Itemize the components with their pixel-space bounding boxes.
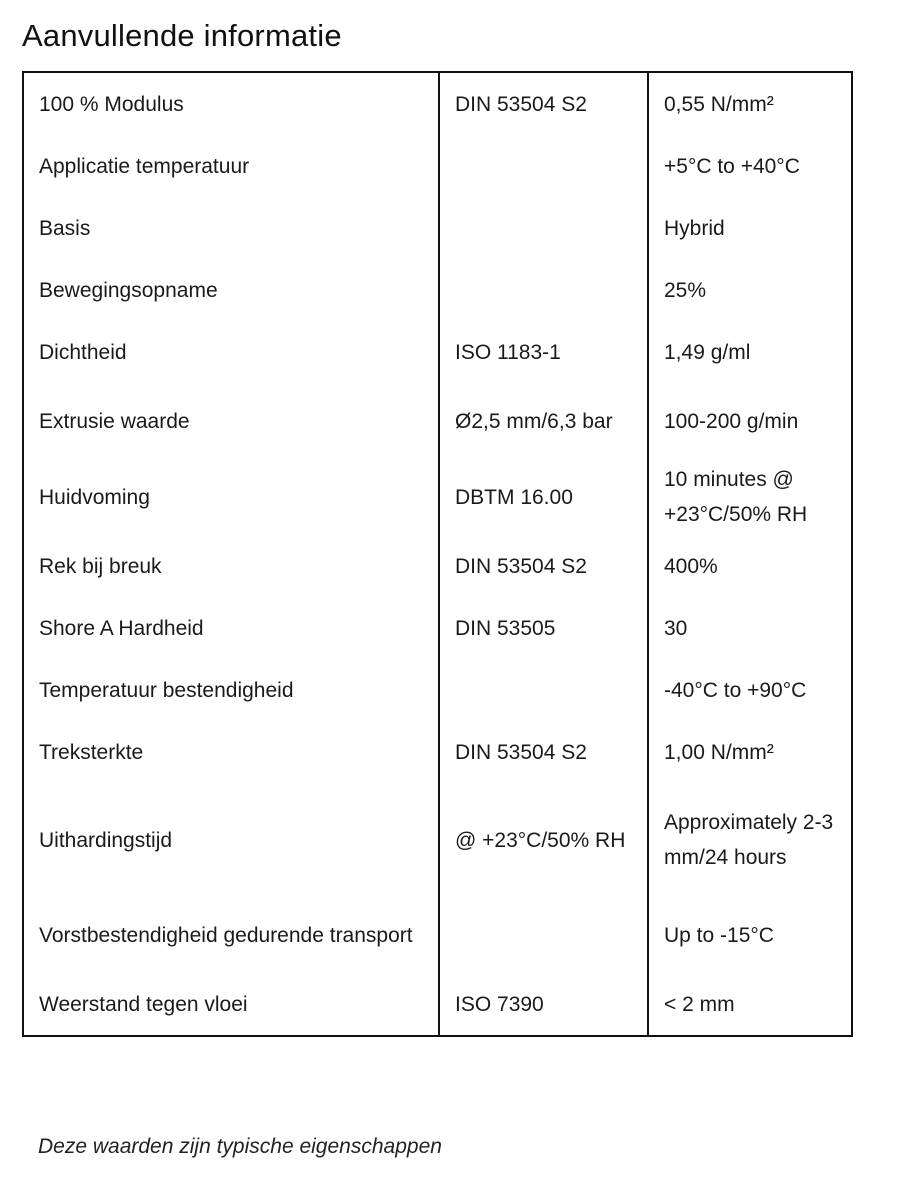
table-row xyxy=(23,535,852,597)
value-cell: 10 minutes @ +23°C/50% RH xyxy=(664,468,808,526)
property-cell: Shore A Hardheid xyxy=(23,597,439,659)
footnote: Deze waarden zijn typische eigenschappen xyxy=(38,1135,442,1158)
value-cell: +5°C to +40°C xyxy=(664,154,800,178)
table-row xyxy=(23,973,852,1036)
table-row xyxy=(23,721,852,783)
property-cell: Dichtheid xyxy=(23,321,439,383)
property-cell: Uithardingstijd xyxy=(23,783,439,897)
property-cell: Bewegingsopname xyxy=(23,259,439,321)
table-row xyxy=(23,321,852,383)
value-cell: 400% xyxy=(664,554,718,578)
value-cell: 25% xyxy=(664,278,707,302)
table-row xyxy=(23,135,852,197)
method-cell: DIN 53505 xyxy=(439,597,648,659)
property-cell: Huidvoming xyxy=(23,459,439,535)
property-cell: Temperatuur bestendigheid xyxy=(23,659,439,721)
table-row xyxy=(23,197,852,259)
table-row xyxy=(23,897,852,973)
property-cell: Extrusie waarde xyxy=(23,383,439,459)
property-cell: Applicatie temperatuur xyxy=(23,135,439,197)
value-cell: 1,49 g/ml xyxy=(664,340,751,364)
table-row xyxy=(23,72,852,135)
method-cell xyxy=(439,259,648,321)
property-cell: 100 % Modulus xyxy=(23,72,439,135)
method-cell: DIN 53504 S2 xyxy=(439,72,648,135)
method-cell: DBTM 16.00 xyxy=(439,459,648,535)
value-cell: -40°C to +90°C xyxy=(664,678,807,702)
method-cell xyxy=(439,897,648,973)
value-cell: 1,00 N/mm² xyxy=(664,740,774,764)
value-cell: 30 xyxy=(664,616,688,640)
property-cell: Vorstbestendigheid gedurende transport xyxy=(23,897,439,973)
method-cell: ISO 7390 xyxy=(439,973,648,1036)
table-row xyxy=(23,459,852,535)
property-cell: Weerstand tegen vloei xyxy=(23,973,439,1036)
table-row xyxy=(23,383,852,459)
value-cell: Up to -15°C xyxy=(664,923,774,947)
method-cell: DIN 53504 S2 xyxy=(439,721,648,783)
value-cell: 100-200 g/min xyxy=(664,409,799,433)
specifications-table xyxy=(22,71,853,1037)
method-cell: @ +23°C/50% RH xyxy=(439,783,648,897)
value-cell: Hybrid xyxy=(664,216,725,240)
value-cell: < 2 mm xyxy=(664,992,735,1016)
page-title: Aanvullende informatie xyxy=(22,18,342,53)
method-cell: Ø2,5 mm/6,3 bar xyxy=(439,383,648,459)
property-cell: Basis xyxy=(23,197,439,259)
property-cell: Rek bij breuk xyxy=(23,535,439,597)
table-row xyxy=(23,597,852,659)
method-cell xyxy=(439,197,648,259)
value-cell: 0,55 N/mm² xyxy=(664,92,774,116)
method-cell xyxy=(439,135,648,197)
method-cell: ISO 1183-1 xyxy=(439,321,648,383)
method-cell: DIN 53504 S2 xyxy=(439,535,648,597)
method-cell xyxy=(439,659,648,721)
table-row xyxy=(23,659,852,721)
property-cell: Treksterkte xyxy=(23,721,439,783)
table-row xyxy=(23,783,852,897)
value-cell: Approximately 2-3 mm/24 hours xyxy=(664,811,834,869)
table-row xyxy=(23,259,852,321)
